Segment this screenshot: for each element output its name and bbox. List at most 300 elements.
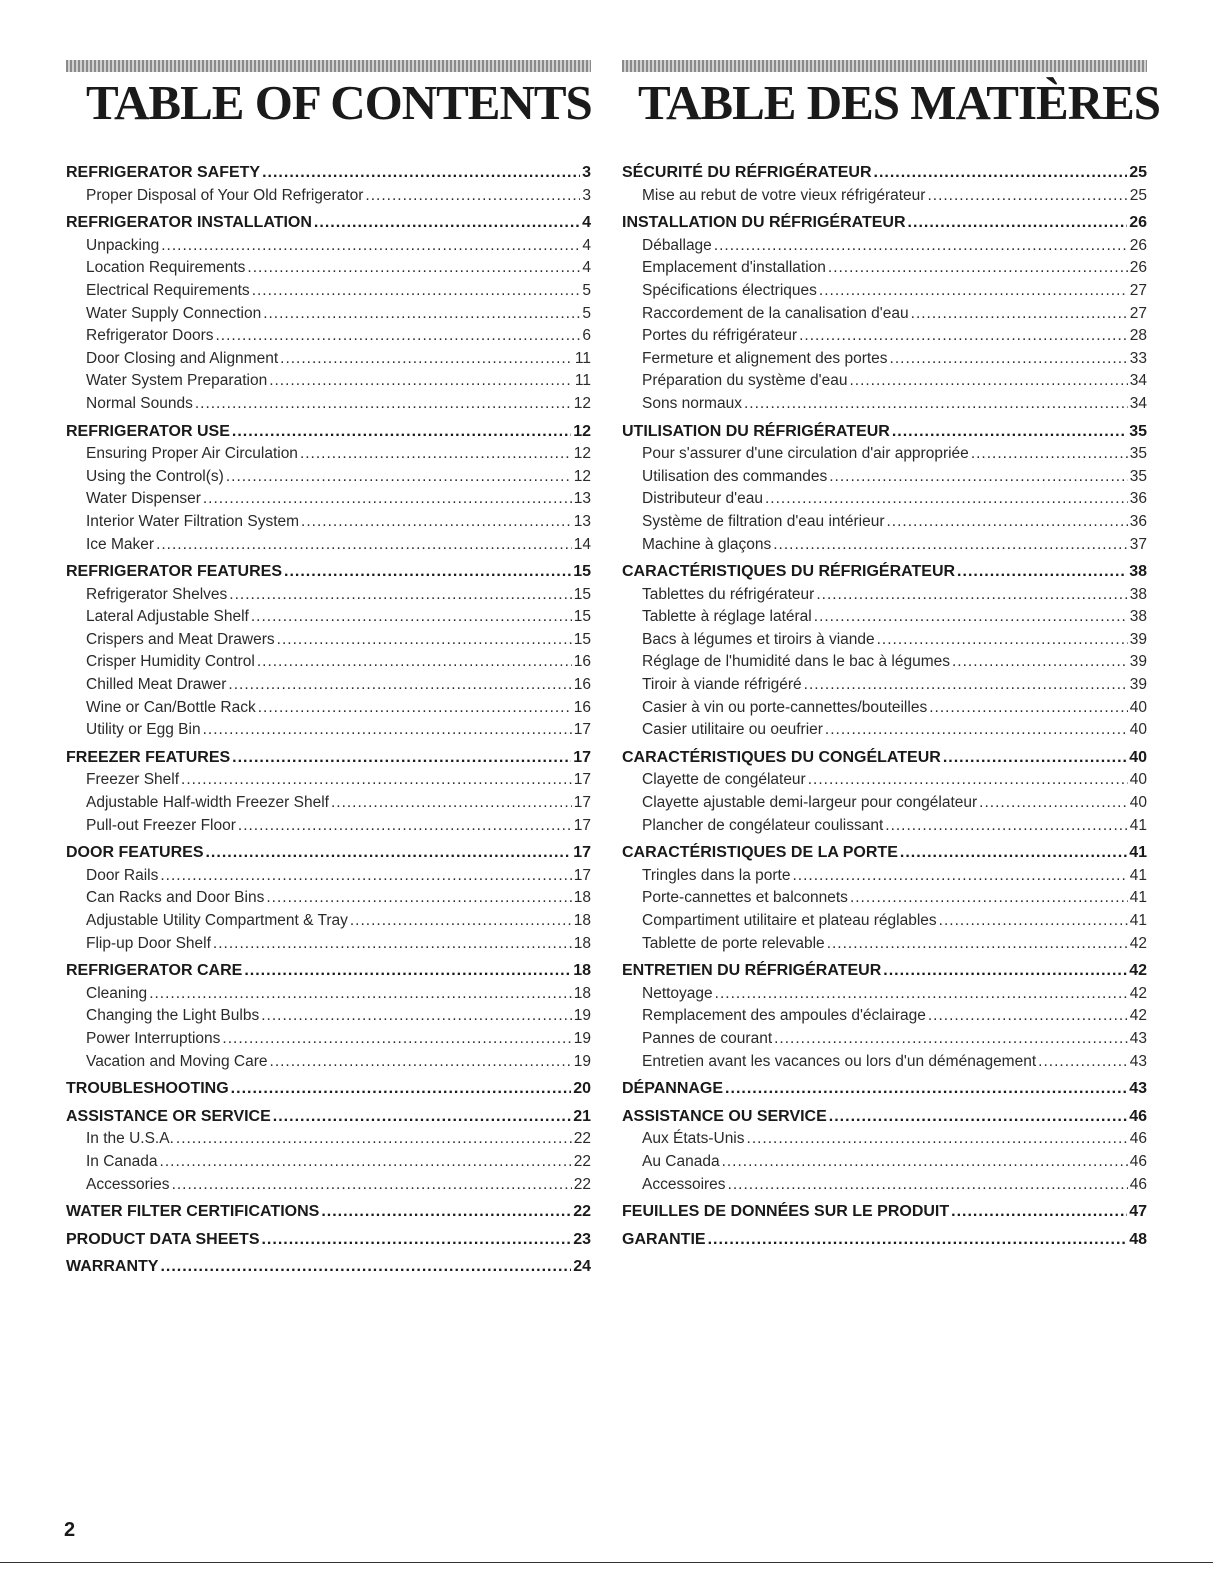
toc-subsection-entry <box>66 1153 591 1176</box>
toc-section-entry <box>66 1080 591 1103</box>
toc-entry-label: Tablettes du réfrigérateur <box>642 585 815 603</box>
dot-leader <box>262 164 580 182</box>
toc-entry-page: 16 <box>573 676 591 694</box>
toc-subsection-entry <box>66 935 591 958</box>
toc-entry-page: 12 <box>573 445 591 463</box>
toc-entry-page: 13 <box>573 490 591 508</box>
dot-leader <box>213 935 572 953</box>
dot-leader <box>715 985 1128 1003</box>
toc-subsection-entry <box>66 794 591 817</box>
toc-entry-label: Changing the Light Bulbs <box>86 1007 260 1025</box>
toc-list <box>66 164 591 1281</box>
toc-entry-label: Plancher de congélateur coulissant <box>642 816 884 834</box>
dot-leader <box>886 513 1127 531</box>
toc-entry-label: Proper Disposal of Your Old Refrigerator <box>86 186 364 204</box>
toc-subsection-entry <box>622 699 1147 722</box>
toc-subsection-entry <box>622 259 1147 282</box>
toc-subsection-entry <box>622 912 1147 935</box>
toc-subsection-entry <box>622 536 1147 559</box>
dot-leader <box>195 395 572 413</box>
dot-leader <box>722 1153 1128 1171</box>
toc-entry-label: Utilisation des commandes <box>642 467 828 485</box>
toc-entry-page: 33 <box>1129 349 1147 367</box>
toc-entry-page: 46 <box>1129 1152 1147 1170</box>
toc-entry-page: 42 <box>1129 984 1147 1002</box>
toc-entry-page: 17 <box>573 748 591 766</box>
dot-leader <box>774 1030 1128 1048</box>
toc-entry-page: 11 <box>574 349 591 367</box>
toc-subsection-entry <box>66 372 591 395</box>
dot-leader <box>885 817 1127 835</box>
toc-entry-label: Flip-up Door Shelf <box>86 934 211 952</box>
toc-entry-page: 46 <box>1129 1175 1147 1193</box>
toc-entry-label: INSTALLATION DU RÉFRIGÉRATEUR <box>622 214 906 232</box>
toc-subsection-entry <box>622 395 1147 418</box>
toc-subsection-entry <box>66 721 591 744</box>
toc-subsection-entry <box>622 794 1147 817</box>
toc-english <box>66 60 591 1281</box>
toc-entry-label: Sons normaux <box>642 394 742 412</box>
toc-entry-label: Compartiment utilitaire et plateau réglables <box>642 912 937 929</box>
dot-leader <box>263 305 580 323</box>
toc-section-entry <box>66 1258 591 1281</box>
toc-subsection-entry <box>622 676 1147 699</box>
toc-subsection-entry <box>622 1053 1147 1076</box>
toc-entry-label: SÉCURITÉ DU RÉFRIGÉRATEUR <box>622 164 872 181</box>
toc-entry-page: 26 <box>1129 214 1147 232</box>
dot-leader <box>725 1080 1127 1098</box>
toc-entry-label: Casier à vin ou porte-cannettes/bouteilles <box>642 698 928 716</box>
dot-leader <box>261 1231 571 1249</box>
toc-section-entry <box>622 1231 1147 1254</box>
toc-entry-label: Water Dispenser <box>86 490 201 508</box>
toc-subsection-entry <box>622 889 1147 912</box>
toc-entry-page: 42 <box>1129 934 1147 952</box>
toc-entry-page: 3 <box>582 164 591 181</box>
toc-entry-page: 17 <box>573 794 591 812</box>
toc-subsection-entry <box>66 985 591 1008</box>
toc-entry-page: 4 <box>582 236 591 254</box>
toc-entry-label: Clayette ajustable demi-largeur pour congélateur <box>642 794 978 812</box>
toc-entry-label: In Canada <box>86 1152 158 1170</box>
dot-leader <box>814 608 1128 626</box>
dot-leader <box>819 282 1128 300</box>
toc-entry-page: 43 <box>1129 1052 1147 1070</box>
toc-entry-label: Cleaning <box>86 984 148 1002</box>
toc-entry-page: 35 <box>1129 445 1147 463</box>
dot-leader <box>927 187 1127 205</box>
toc-entry-page: 12 <box>573 422 591 440</box>
toc-entry-page: 35 <box>1129 467 1147 485</box>
toc-entry-label: Water System Preparation <box>86 372 268 390</box>
dot-leader <box>850 889 1128 907</box>
toc-entry-page: 3 <box>582 186 591 204</box>
toc-entry-label: Portes du réfrigérateur <box>642 327 798 345</box>
dot-leader <box>952 653 1128 671</box>
toc-subsection-entry <box>622 721 1147 744</box>
dot-leader <box>825 721 1128 739</box>
toc-entry-page: 36 <box>1129 512 1147 530</box>
toc-entry-label: PRODUCT DATA SHEETS <box>66 1230 260 1248</box>
dot-leader <box>181 771 572 789</box>
toc-section-entry <box>622 1203 1147 1226</box>
dot-leader <box>257 653 572 671</box>
dot-leader <box>829 468 1128 486</box>
toc-subsection-entry <box>66 912 591 935</box>
dot-leader <box>172 1176 572 1194</box>
toc-entry-page: 15 <box>573 585 591 603</box>
toc-subsection-entry <box>66 653 591 676</box>
toc-subsection-entry <box>66 327 591 350</box>
dot-leader <box>708 1231 1128 1249</box>
toc-subsection-entry <box>66 305 591 328</box>
toc-entry-page: 15 <box>573 563 591 581</box>
toc-entry-label: Fermeture et alignement des portes <box>642 349 888 367</box>
dot-leader <box>149 985 572 1003</box>
toc-entry-page: 18 <box>573 912 591 929</box>
toc-subsection-entry <box>66 817 591 840</box>
toc-entry-label: Casier utilitaire ou oeufrier <box>642 721 823 739</box>
toc-entry-page: 19 <box>573 1007 591 1025</box>
dot-leader <box>270 1053 572 1071</box>
toc-entry-label: CARACTÉRISTIQUES DE LA PORTE <box>622 844 898 862</box>
toc-entry-page: 40 <box>1129 794 1147 812</box>
dot-leader <box>728 1176 1128 1194</box>
toc-entry-page: 41 <box>1129 912 1147 929</box>
toc-entry-label: Entretien avant les vacances ou lors d'un déménagement <box>642 1052 1037 1070</box>
toc-section-entry <box>66 563 591 586</box>
dot-leader <box>203 721 572 739</box>
toc-subsection-entry <box>622 586 1147 609</box>
toc-entry-label: Bacs à légumes et tiroirs à viande <box>642 630 875 648</box>
toc-entry-label: Power Interruptions <box>86 1029 221 1047</box>
toc-entry-page: 46 <box>1129 1107 1147 1125</box>
toc-entry-label: Normal Sounds <box>86 394 193 412</box>
dot-leader <box>284 563 571 581</box>
toc-subsection-entry <box>66 1176 591 1199</box>
toc-subsection-entry <box>622 237 1147 260</box>
toc-subsection-entry <box>66 699 591 722</box>
toc-subsection-entry <box>622 985 1147 1008</box>
toc-subsection-entry <box>66 631 591 654</box>
toc-subsection-entry <box>622 867 1147 890</box>
toc-entry-label: Pour s'assurer d'une circulation d'air appropriée <box>642 445 969 463</box>
toc-entry-page: 17 <box>573 844 591 862</box>
dot-leader <box>161 237 580 255</box>
dot-leader <box>744 395 1128 413</box>
toc-entry-label: Water Supply Connection <box>86 304 262 322</box>
toc-section-entry <box>622 844 1147 867</box>
toc-entry-label: Chilled Meat Drawer <box>86 676 227 694</box>
toc-entry-label: Using the Control(s) <box>86 467 224 485</box>
toc-entry-page: 16 <box>573 653 591 671</box>
toc-subsection-entry <box>66 237 591 260</box>
toc-entry-label: Unpacking <box>86 236 160 254</box>
toc-entry-label: Réglage de l'humidité dans le bac à légumes <box>642 653 950 671</box>
dot-leader <box>252 282 581 300</box>
toc-section-entry <box>622 214 1147 237</box>
toc-section-entry <box>66 844 591 867</box>
toc-entry-label: Accessoires <box>642 1175 726 1193</box>
toc-entry-label: GARANTIE <box>622 1230 706 1248</box>
dot-leader <box>957 563 1127 581</box>
toc-subsection-entry <box>622 490 1147 513</box>
toc-subsection-entry <box>622 1030 1147 1053</box>
toc-entry-label: Location Requirements <box>86 259 246 277</box>
toc-entry-label: Clayette de congélateur <box>642 771 806 789</box>
dot-leader <box>773 536 1128 554</box>
toc-entry-label: Electrical Requirements <box>86 281 250 299</box>
toc-entry-page: 41 <box>1129 844 1147 862</box>
toc-section-entry <box>66 962 591 985</box>
toc-entry-label: Interior Water Filtration System <box>86 512 300 530</box>
dot-leader <box>277 631 572 649</box>
dot-leader <box>244 962 571 980</box>
dot-leader <box>222 1030 571 1048</box>
toc-subsection-entry <box>622 350 1147 373</box>
page-title: TABLE OF CONTENTS <box>86 75 592 130</box>
toc-entry-label: Ensuring Proper Air Circulation <box>86 445 298 463</box>
toc-entry-page: 22 <box>573 1175 591 1193</box>
toc-entry-page: 12 <box>573 467 591 485</box>
toc-section-entry <box>622 164 1147 187</box>
toc-french <box>622 60 1161 1253</box>
dot-leader <box>714 237 1128 255</box>
toc-entry-label: Au Canada <box>642 1152 720 1170</box>
page-number: 2 <box>64 1519 76 1541</box>
toc-entry-page: 5 <box>582 281 591 299</box>
toc-subsection-entry <box>66 1030 591 1053</box>
toc-entry-label: Tablette à réglage latéral <box>642 608 812 626</box>
toc-entry-page: 23 <box>573 1230 591 1248</box>
dot-leader <box>939 912 1128 930</box>
toc-entry-page: 35 <box>1129 422 1147 440</box>
toc-entry-label: Emplacement d'installation <box>642 259 826 277</box>
toc-subsection-entry <box>66 608 591 631</box>
toc-entry-label: Machine à glaçons <box>642 535 772 553</box>
dot-leader <box>321 1203 571 1221</box>
toc-subsection-entry <box>66 490 591 513</box>
toc-entry-page: 4 <box>582 259 591 277</box>
toc-subsection-entry <box>622 513 1147 536</box>
toc-entry-page: 34 <box>1129 372 1147 390</box>
toc-entry-page: 25 <box>1129 164 1147 181</box>
toc-entry-label: Adjustable Half-width Freezer Shelf <box>86 794 329 812</box>
toc-entry-label: Système de filtration d'eau intérieur <box>642 512 885 530</box>
toc-entry-label: CARACTÉRISTIQUES DU CONGÉLATEUR <box>622 748 941 766</box>
toc-entry-label: REFRIGERATOR SAFETY <box>66 164 261 181</box>
toc-entry-label: Porte-cannettes et balconnets <box>642 889 848 907</box>
dot-leader <box>238 817 572 835</box>
toc-entry-page: 42 <box>1129 962 1147 980</box>
dot-leader <box>979 794 1128 812</box>
toc-entry-label: REFRIGERATOR INSTALLATION <box>66 214 312 232</box>
toc-entry-label: Utility or Egg Bin <box>86 721 201 739</box>
toc-entry-page: 28 <box>1129 327 1147 345</box>
toc-entry-page: 48 <box>1129 1230 1147 1248</box>
toc-entry-page: 11 <box>574 372 591 390</box>
dot-leader <box>951 1203 1127 1221</box>
page-title: TABLE DES MATIÈRES <box>638 75 1161 130</box>
dot-leader <box>156 536 572 554</box>
toc-subsection-entry <box>66 1007 591 1030</box>
dot-leader <box>1038 1053 1128 1071</box>
toc-entry-page: 27 <box>1129 304 1147 322</box>
toc-entry-label: TROUBLESHOOTING <box>66 1080 229 1098</box>
toc-entry-page: 39 <box>1129 653 1147 671</box>
dot-leader <box>269 372 573 390</box>
toc-entry-page: 46 <box>1129 1130 1147 1148</box>
toc-entry-page: 20 <box>573 1080 591 1098</box>
dot-leader <box>229 586 571 604</box>
toc-entry-page: 41 <box>1129 866 1147 884</box>
toc-entry-label: Adjustable Utility Compartment & Tray <box>86 912 348 929</box>
toc-entry-page: 17 <box>573 771 591 789</box>
toc-entry-label: Crispers and Meat Drawers <box>86 630 275 648</box>
toc-entry-label: WATER FILTER CERTIFICATIONS <box>66 1203 320 1221</box>
dot-leader <box>266 889 571 907</box>
toc-subsection-entry <box>66 586 591 609</box>
dot-leader <box>792 867 1127 885</box>
dot-leader <box>247 259 580 277</box>
toc-entry-label: REFRIGERATOR CARE <box>66 962 243 980</box>
toc-entry-page: 22 <box>573 1152 591 1170</box>
toc-entry-label: Nettoyage <box>642 984 713 1002</box>
toc-subsection-entry <box>622 327 1147 350</box>
toc-entry-label: Accessories <box>86 1175 170 1193</box>
dot-leader <box>365 187 580 205</box>
toc-entry-label: REFRIGERATOR USE <box>66 422 230 440</box>
toc-entry-label: Déballage <box>642 236 712 254</box>
toc-entry-label: Pull-out Freezer Floor <box>86 816 236 834</box>
toc-subsection-entry <box>622 631 1147 654</box>
toc-entry-page: 14 <box>573 535 591 553</box>
toc-entry-label: Mise au rebut de votre vieux réfrigérateur <box>642 186 926 204</box>
toc-entry-label: FEUILLES DE DONNÉES SUR LE PRODUIT <box>622 1203 950 1221</box>
toc-entry-label: Tablette de porte relevable <box>642 934 825 952</box>
dot-leader <box>160 867 571 885</box>
dot-leader <box>808 771 1128 789</box>
dot-leader <box>816 586 1127 604</box>
toc-subsection-entry <box>66 187 591 210</box>
toc-entry-page: 17 <box>573 816 591 834</box>
toc-entry-page: 26 <box>1129 259 1147 277</box>
dot-leader <box>301 513 572 531</box>
toc-entry-label: Raccordement de la canalisation d'eau <box>642 304 909 322</box>
toc-section-entry <box>622 749 1147 772</box>
toc-list <box>622 164 1147 1253</box>
toc-entry-page: 16 <box>573 698 591 716</box>
dot-leader <box>804 676 1128 694</box>
toc-entry-page: 18 <box>573 984 591 1002</box>
toc-entry-page: 22 <box>573 1130 591 1148</box>
toc-entry-page: 40 <box>1129 748 1147 766</box>
toc-entry-label: Préparation du système d'eau <box>642 372 848 390</box>
toc-entry-page: 18 <box>573 934 591 952</box>
dot-leader <box>232 749 571 767</box>
toc-entry-label: Door Rails <box>86 866 159 884</box>
toc-entry-page: 18 <box>573 889 591 907</box>
toc-subsection-entry <box>622 1007 1147 1030</box>
toc-entry-page: 43 <box>1129 1029 1147 1047</box>
toc-subsection-entry <box>66 445 591 468</box>
toc-section-entry <box>66 214 591 237</box>
toc-entry-page: 17 <box>573 721 591 739</box>
toc-entry-page: 19 <box>573 1052 591 1070</box>
toc-subsection-entry <box>66 1130 591 1153</box>
toc-entry-label: Remplacement des ampoules d'éclairage <box>642 1007 926 1025</box>
toc-section-entry <box>622 423 1147 446</box>
toc-entry-page: 17 <box>573 866 591 884</box>
toc-entry-page: 37 <box>1129 535 1147 553</box>
toc-subsection-entry <box>622 445 1147 468</box>
toc-subsection-entry <box>622 282 1147 305</box>
toc-entry-page: 39 <box>1129 630 1147 648</box>
toc-subsection-entry <box>622 1176 1147 1199</box>
dot-leader <box>892 423 1127 441</box>
dot-leader <box>849 372 1127 390</box>
toc-entry-page: 15 <box>573 630 591 648</box>
toc-entry-page: 41 <box>1129 816 1147 834</box>
toc-entry-page: 41 <box>1129 889 1147 907</box>
dot-leader <box>261 1007 572 1025</box>
toc-entry-page: 36 <box>1129 490 1147 508</box>
dot-leader <box>874 164 1128 182</box>
toc-entry-label: Freezer Shelf <box>86 771 180 789</box>
toc-entry-page: 21 <box>573 1107 591 1125</box>
title-rule <box>66 60 591 72</box>
toc-entry-page: 26 <box>1129 236 1147 254</box>
toc-subsection-entry <box>66 350 591 373</box>
toc-entry-page: 22 <box>573 1203 591 1221</box>
dot-leader <box>350 912 572 930</box>
toc-entry-label: Can Racks and Door Bins <box>86 889 265 907</box>
toc-subsection-entry <box>622 817 1147 840</box>
toc-entry-label: ASSISTANCE OU SERVICE <box>622 1107 827 1125</box>
dot-leader <box>928 1007 1128 1025</box>
toc-section-entry <box>622 1080 1147 1103</box>
toc-entry-label: Refrigerator Doors <box>86 327 214 345</box>
dot-leader <box>205 844 571 862</box>
toc-entry-page: 6 <box>582 327 591 345</box>
toc-entry-page: 15 <box>573 608 591 626</box>
toc-entry-page: 40 <box>1129 698 1147 716</box>
toc-subsection-entry <box>66 867 591 890</box>
toc-subsection-entry <box>622 305 1147 328</box>
toc-entry-page: 19 <box>573 1029 591 1047</box>
dot-leader <box>160 1153 572 1171</box>
toc-subsection-entry <box>66 676 591 699</box>
bottom-rule <box>0 1562 1213 1563</box>
toc-subsection-entry <box>66 259 591 282</box>
toc-section-entry <box>622 1108 1147 1131</box>
dot-leader <box>765 490 1128 508</box>
toc-entry-label: Wine or Can/Bottle Rack <box>86 698 256 716</box>
toc-entry-page: 24 <box>573 1258 591 1276</box>
dot-leader <box>911 305 1128 323</box>
dot-leader <box>900 844 1127 862</box>
dot-leader <box>828 259 1128 277</box>
dot-leader <box>232 423 571 441</box>
toc-entry-label: FREEZER FEATURES <box>66 748 231 766</box>
toc-subsection-entry <box>66 282 591 305</box>
toc-entry-page: 13 <box>573 512 591 530</box>
toc-entry-page: 47 <box>1129 1203 1147 1221</box>
toc-entry-label: DOOR FEATURES <box>66 844 204 862</box>
toc-entry-page: 12 <box>573 394 591 412</box>
toc-entry-page: 5 <box>582 304 591 322</box>
dot-leader <box>799 327 1128 345</box>
